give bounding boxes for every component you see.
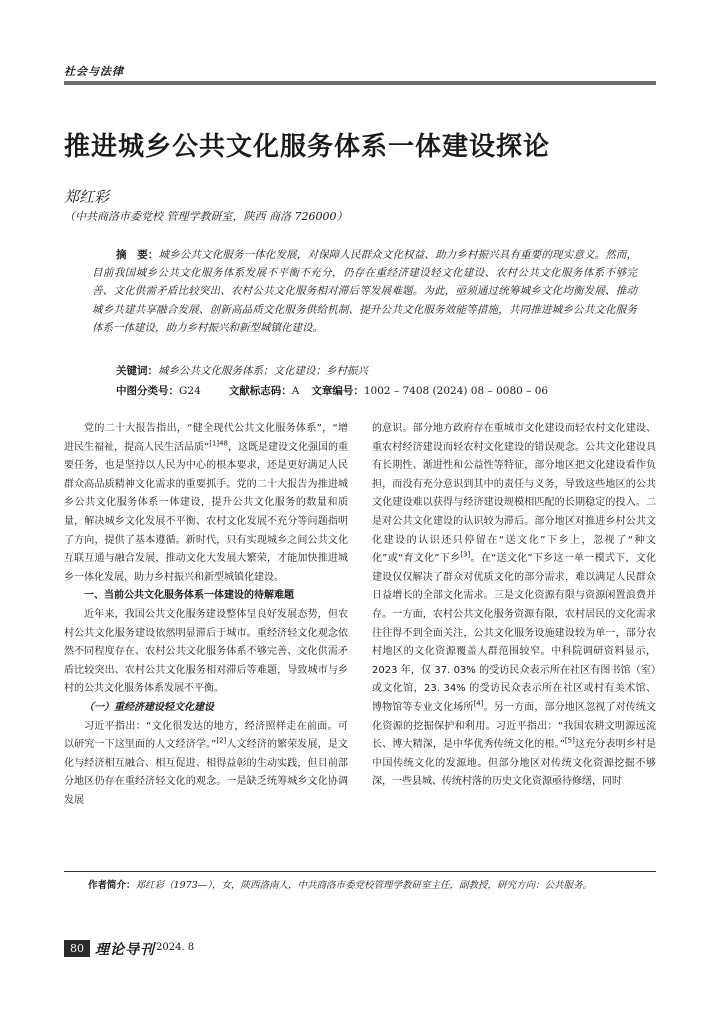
- body-paragraph: [64, 420, 348, 587]
- classification-meta: [116, 383, 548, 398]
- journal-issue: 2024. 8: [156, 942, 195, 953]
- citation-ref: [5]: [564, 736, 575, 745]
- article-number-label: 文章编号：: [311, 385, 364, 397]
- body-text: ，这既是建设文化强国的重要任务，也是坚持以人民为中心的根本要求，还是更好满足人民群众高品质精神文化需求的重要抓手。党的二十大报告为推进城乡公共文化服务体系一体建设，提升公共文化服务的数量和质量，解决城乡文化发展不平衡、农村文化发展不充分等问题指明了方向，提供了基本遵循。新时代，只有实现城乡之间公共文化互联互通与融合发展，推动文化大发展大繁荣，才能加快推进城乡一体化发展，助力乡村振兴和新型城镇化建设。: [64, 441, 349, 583]
- citation-ref: [2]: [216, 736, 227, 745]
- footnote-text: 郑红彩（1973—），女，陕西洛南人，中共商洛市委党校管理学教研室主任，副教授，研究方向：公共服务。: [135, 880, 592, 891]
- citation-ref: [4]: [473, 699, 484, 708]
- body-text: 。在“送文化”下乡这一单一模式下，文化建设仅仅解决了群众对优质文化的部分需求，难以满足人民群众日益增长的全部文化需求。三是文化资源有限与资源闲置浪费并存。一方面，农村公共文化服务资源有限，农村居民的文化需求往往得不到全面关注，公共文化服务设施建设较为单一，部分农村地区的文化资源覆盖人群范围较窄。中科院调研资料显示，2023 年，仅 37. 03% 的受访民众表示所在社区有图书馆（室）或文化馆，23. 34% 的受访民众表示所在社区或村有美术馆、博物馆等专业文化场所: [372, 553, 656, 713]
- body-text: 。另一方面，部分地区忽视了对传统文化资源的挖掘保护和利用。习近平指出：“我国农耕文明源远流长、博大精深，是中华优秀传统文化的根。”: [372, 701, 657, 751]
- page-number: 80: [64, 940, 90, 957]
- citation-ref: [3]: [460, 550, 471, 559]
- abstract-text: 城乡公共文化服务一体化发展，对保障人民群众文化权益、助力乡村振兴具有重要的现实意义。然而，目前我国城乡公共文化服务体系发展不平衡不充分，仍存在重经济建设轻文化建设、农村公共文化服务体系不够完善、文化供需矛盾比较突出、农村公共文化服务相对滞后等发展难题。为此，亟须通过统筹城乡文化均衡发展、推动城乡共建共享融合发展、创新高品质文化服务供给机制、提升公共文化服务效能等措施，共同推进城乡公共文化服务体系一体建设，助力乡村振兴和新型城镇化建设。: [92, 249, 638, 334]
- journal-name: 理论导刊: [95, 942, 155, 958]
- body-paragraph: 近年来，我国公共文化服务建设整体呈良好发展态势，但农村公共文化服务建设依然明显滞后于城市。重经济轻文化观念依然不同程度存在、农村公共文化服务体系不够完善、文化供需矛盾比较突出、农村公共文化服务相对滞后等难题，导致城市与乡村的公共文化服务体系发展不平衡。: [64, 608, 348, 695]
- body-text: 习近平指出：“文化很发达的地方，经济照样走在前面。可以研究一下这里面的人文经济学。”: [64, 720, 348, 751]
- abstract: [92, 246, 637, 337]
- abstract-paragraph: [92, 246, 637, 337]
- body-paragraph: [64, 718, 348, 811]
- doc-code-value: A: [291, 385, 300, 397]
- clc-value: G24: [179, 385, 201, 397]
- article-title: 推进城乡公共文化服务体系一体建设探论: [64, 132, 551, 162]
- body-text: 人文经济的繁荣发展，是文化与经济相互融合、相互促进、相得益彰的生动实践，但目前部分地区仍存在重经济轻文化的观念。一是缺乏统筹城乡文化协调发展: [64, 739, 348, 806]
- abstract-label: 摘 要：: [116, 249, 159, 261]
- footnote-rule: [64, 871, 656, 872]
- body-column-right: [372, 420, 656, 792]
- keywords-text: 城乡公共文化服务体系；文化建设；乡村振兴: [158, 365, 368, 377]
- author-name: 郑红彩: [64, 188, 110, 206]
- clc-label: 中图分类号：: [116, 385, 179, 397]
- doc-code-label: 文献标志码：: [228, 385, 292, 397]
- author-affiliation: （中共商洛市委党校 管理学教研室，陕西 商洛 726000）: [64, 210, 348, 223]
- body-text: 这充分表明乡村是中国传统文化的发源地。但部分地区对传统文化资源挖掘不够深，一些县城、传统村落的历史文化资源亟待修缮，同时: [372, 739, 656, 788]
- header-rule: [64, 81, 656, 85]
- subsection-heading: （一）重经济建设轻文化建设: [84, 701, 214, 713]
- article-number-value: 1002 – 7408 (2024) 08 – 0080 – 06: [363, 385, 549, 397]
- body-text: 的意识。部分地方政府存在重城市文化建设而轻农村文化建设、重农村经济建设而轻农村文化建设的错误观念。公共文化建设具有长期性、渐进性和公益性等特征，部分地区把文化建设看作负担，而没有充分意识到其中的责任与义务，导致这些地区的公共文化建设难以获得与经济建设规模相匹配的长期稳定的投入。二是对公共文化建设的认识较为滞后。部分地区对推进乡村公共文化建设的认识还只停留在“送文化”下乡上，忽视了“种文化”或“育文化”下乡: [372, 423, 656, 565]
- body-column-left: [64, 420, 348, 810]
- body-text: 党的二十大报告指出，“健全现代公共文化服务体系”，“增进民生福祉，提高人民生活品质”: [64, 423, 348, 453]
- section-tag: 社会与法律: [64, 65, 124, 78]
- keywords-label: 关键词：: [116, 365, 158, 377]
- footnote-label: 作者简介：: [88, 880, 136, 891]
- keywords: [116, 363, 368, 378]
- author-footnote: [88, 877, 668, 891]
- citation-ref: [1]48: [209, 439, 229, 448]
- section-heading: 一、当前公共文化服务体系一体建设的待解难题: [84, 590, 294, 602]
- body-paragraph: [372, 420, 656, 792]
